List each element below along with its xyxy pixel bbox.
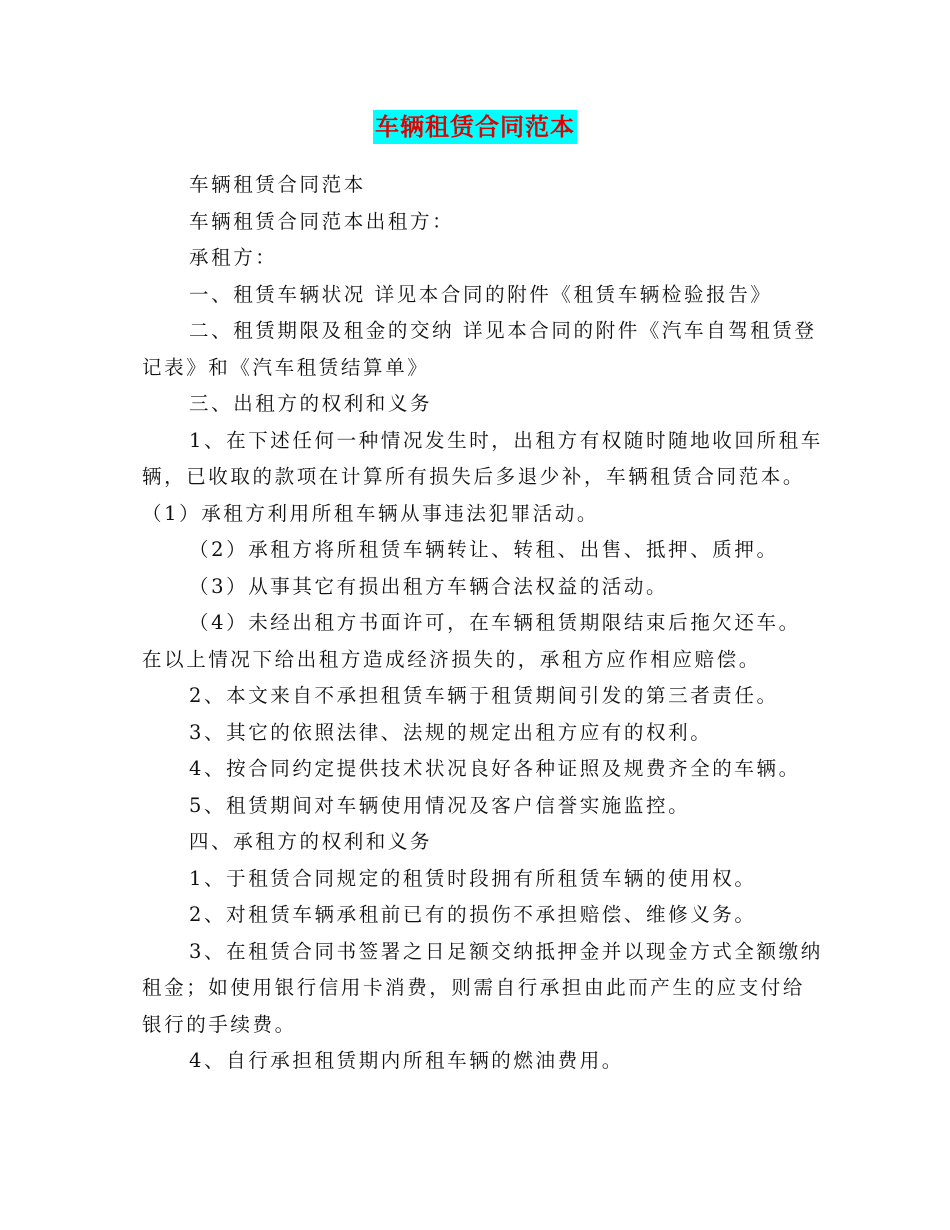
- paragraph: 一、租赁车辆状况 详见本合同的附件《租赁车辆检验报告》: [189, 282, 773, 306]
- paragraph: 4、自行承担租赁期内所租车辆的燃油费用。: [189, 1049, 624, 1072]
- paragraph: 4、按合同约定提供技术状况良好各种证照及规费齐全的车辆。: [189, 757, 801, 780]
- paragraph: 1、在下述任何一种情况发生时，出租方有权随时随地收回所租车: [189, 428, 823, 452]
- paragraph: 3、其它的依照法律、法规的规定出租方应有的权利。: [189, 720, 713, 744]
- section-heading: 三、出租方的权利和义务: [189, 392, 433, 415]
- paragraph-continuation: 银行的手续费。: [142, 1012, 297, 1036]
- paragraph: 承租方：: [189, 246, 278, 269]
- list-item: （3）从事其它有损出租方车辆合法权益的活动。: [189, 574, 669, 598]
- list-item: （2）承租方将所租赁车辆转让、转租、出售、抵押、质押。: [189, 538, 779, 561]
- paragraph: 1、于租赁合同规定的租赁时段拥有所租赁车辆的使用权。: [189, 866, 757, 890]
- document-title: 车辆租赁合同范本: [373, 110, 577, 144]
- title-container: [0, 110, 950, 144]
- document-body: [142, 167, 823, 1080]
- paragraph: 二、租赁期限及租金的交纳 详见本合同的附件《汽车自驾租赁登: [189, 319, 817, 342]
- list-item: （1）承租方利用所租车辆从事违法犯罪活动。: [142, 501, 600, 525]
- paragraph-continuation: 租金；如使用银行信用卡消费，则需自行承担由此而产生的应支付给: [142, 976, 806, 999]
- paragraph: 车辆租赁合同范本: [189, 173, 366, 196]
- paragraph: 3、在租赁合同书签署之日足额交纳抵押金并以现金方式全额缴纳: [189, 939, 823, 963]
- paragraph-continuation: 辆，已收取的款项在计算所有损失后多退少补，车辆租赁合同范本。: [142, 465, 806, 488]
- paragraph: 2、对租赁车辆承租前已有的损伤不承担赔偿、维修义务。: [189, 903, 757, 926]
- paragraph-continuation: 记表》和《汽车租赁结算单》: [142, 355, 430, 379]
- paragraph: 在以上情况下给出租方造成经济损失的，承租方应作相应赔偿。: [142, 647, 761, 671]
- section-heading: 四、承租方的权利和义务: [189, 830, 433, 853]
- paragraph: 5、租赁期间对车辆使用情况及客户信誉实施监控。: [189, 793, 691, 817]
- list-item: （4）未经出租方书面许可，在车辆租赁期限结束后拖欠还车。: [189, 611, 801, 634]
- paragraph: 2、本文来自不承担租赁车辆于租赁期间引发的第三者责任。: [189, 684, 779, 707]
- paragraph: 车辆租赁合同范本出租方：: [189, 209, 455, 233]
